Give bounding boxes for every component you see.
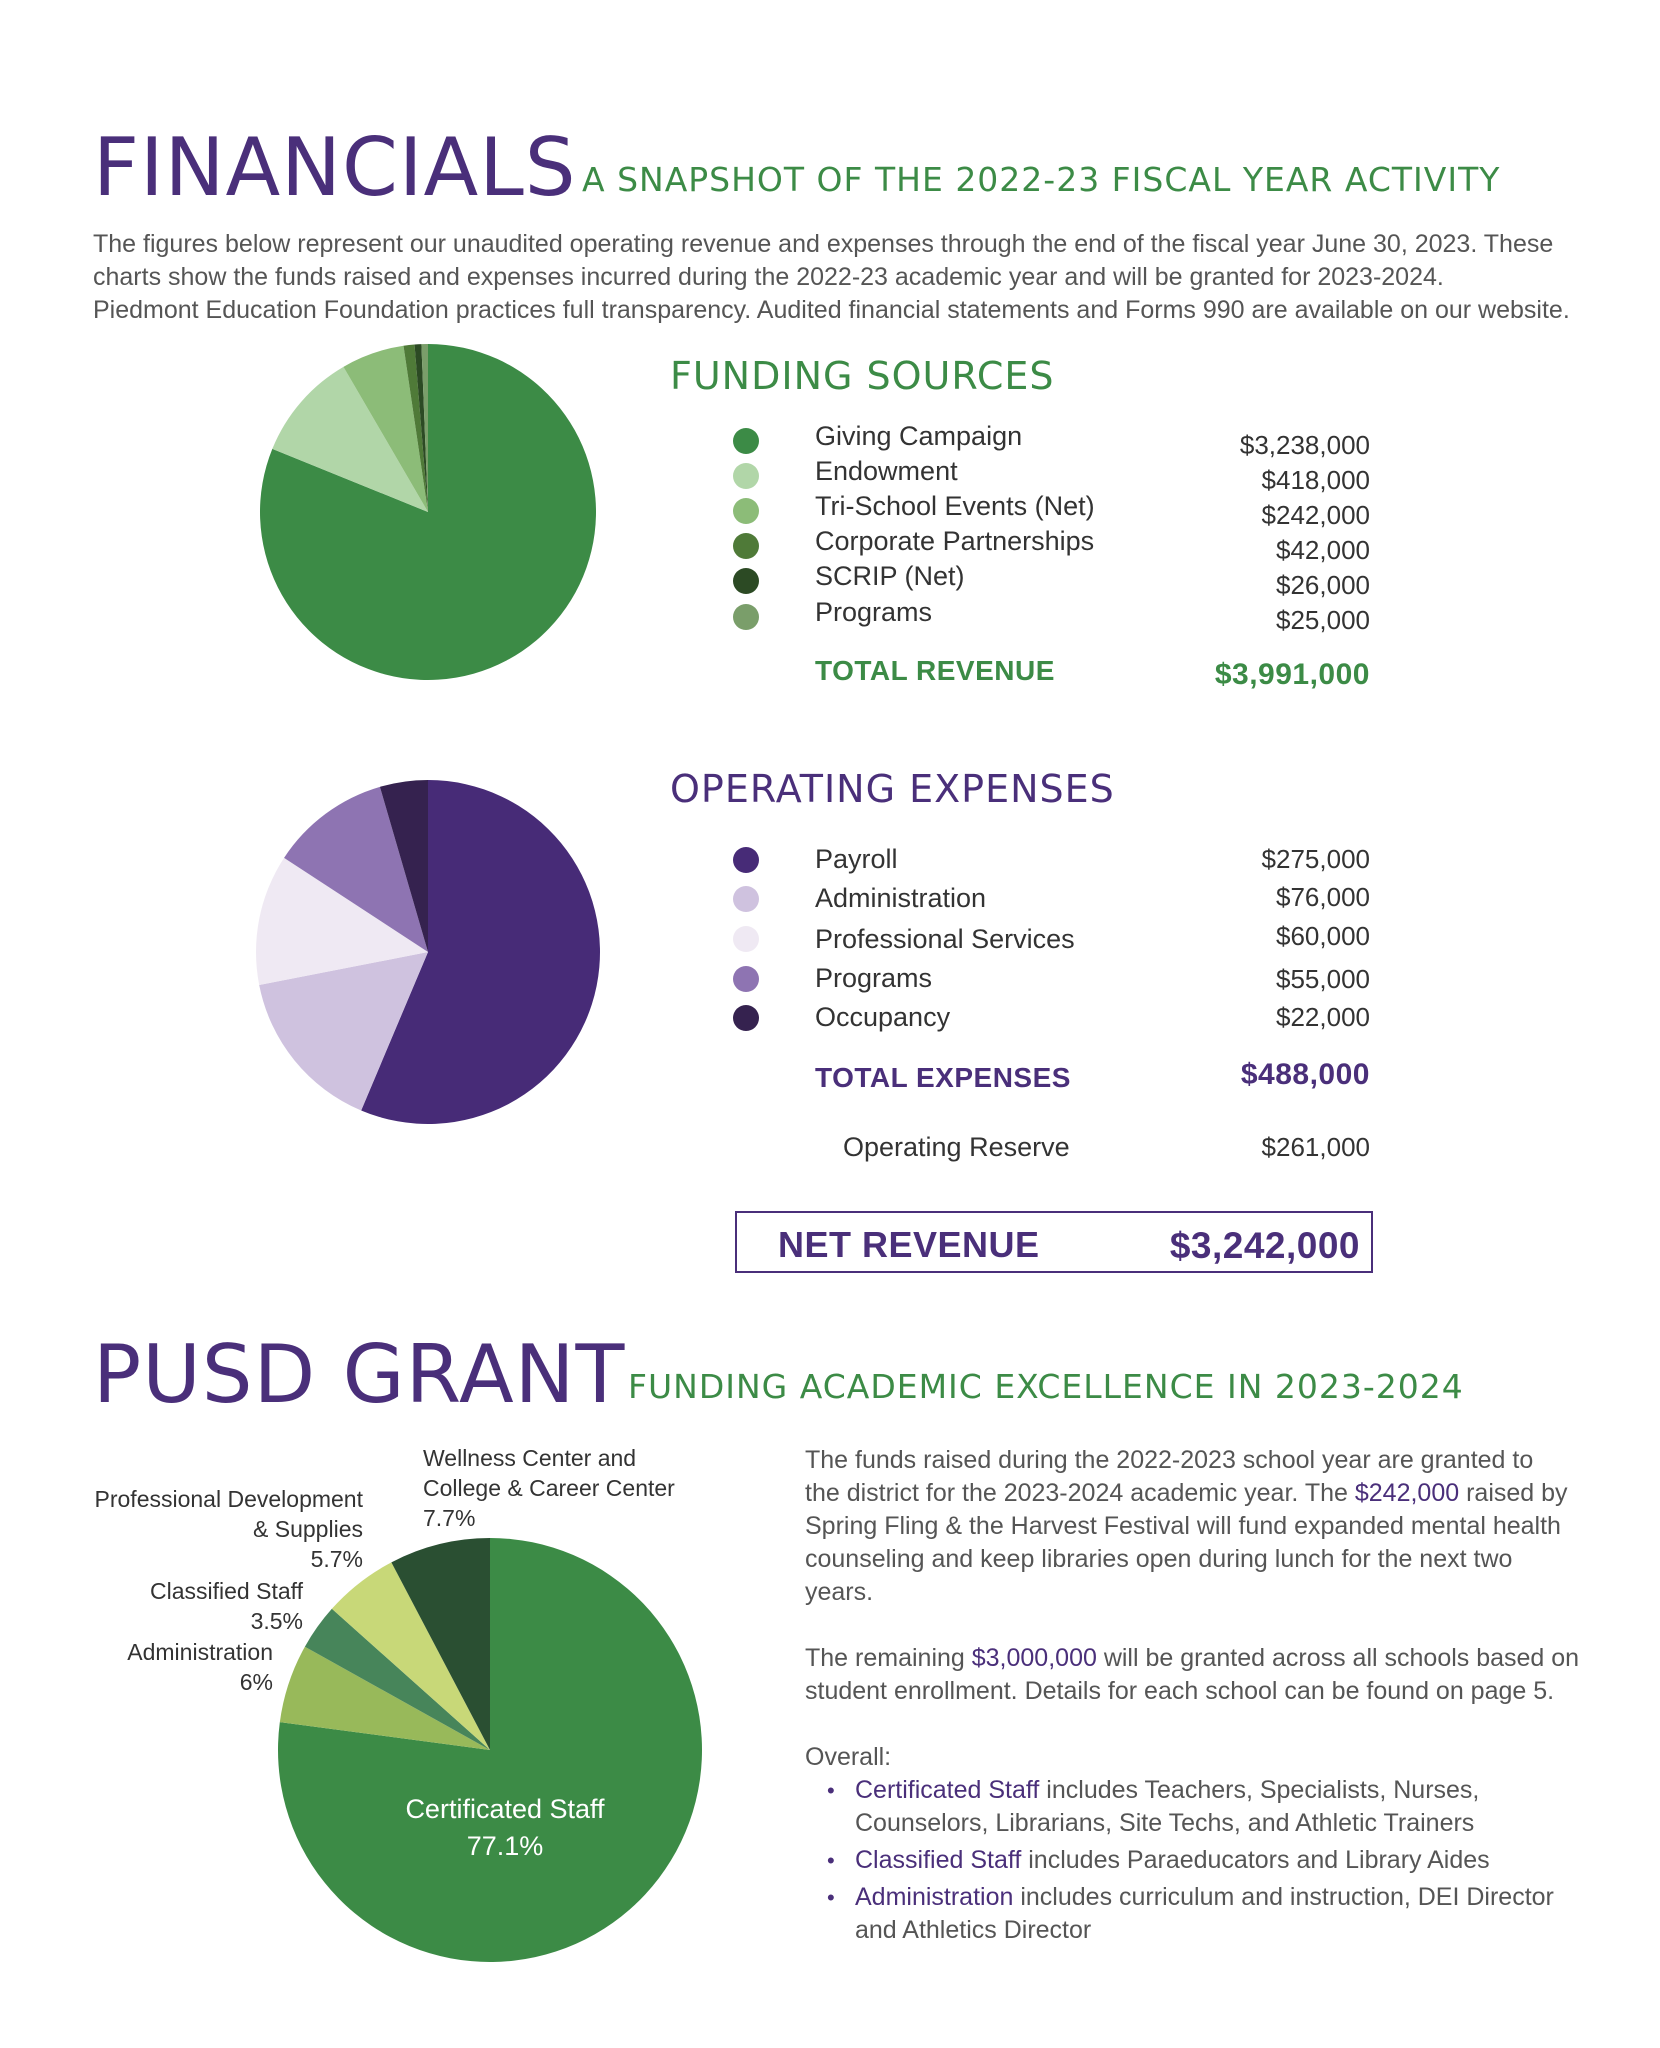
bullet-text: includes curriculum and instruction, DEI Director — [1013, 1883, 1554, 1911]
legend-swatch-events — [733, 498, 759, 524]
para-line — [805, 1642, 1579, 1675]
legend-label-administration: Administration — [815, 883, 987, 913]
label-wellness-line2: College & Career Center — [423, 1475, 675, 1501]
label-wellness — [423, 1443, 675, 1533]
intro-line: Piedmont Education Foundation practices full transparency. Audited financial statements and Forms 990 are available on our website. — [93, 296, 1570, 324]
legend-label-giving: Giving Campaign — [815, 421, 1023, 451]
bullet-text: includes Paraeducators and Library Aides — [1021, 1846, 1490, 1874]
intro-line: The figures below represent our unaudited operating revenue and expenses through the end of the fiscal year June 30, 2023. These — [93, 230, 1554, 258]
grant-overall — [805, 1741, 891, 1774]
legend-swatch-occupancy — [733, 1005, 759, 1031]
label-cert-pct: 77.1% — [466, 1831, 544, 1861]
para-text: will be granted across all schools based on — [1096, 1644, 1580, 1672]
label-wellness-pct: 7.7% — [423, 1505, 476, 1531]
legend-amount-endowment: $418,000 — [1261, 465, 1370, 495]
legend-swatch-corporate — [733, 533, 759, 559]
page-subtitle: A SNAPSHOT OF THE 2022-23 FISCAL YEAR ACTIVITY — [582, 160, 1501, 199]
operating-reserve-label: Operating Reserve — [843, 1132, 1070, 1162]
legend-label-scrip: SCRIP (Net) — [815, 561, 965, 591]
highlight-amount: $3,000,000 — [971, 1644, 1097, 1672]
bullet-item — [805, 1881, 1565, 1947]
grant-paragraph-2 — [805, 1642, 1579, 1708]
legend-swatch-scrip — [733, 568, 759, 594]
grant-subtitle: FUNDING ACADEMIC EXCELLENCE IN 2023-2024 — [628, 1367, 1464, 1406]
bullet-term: Classified Staff — [855, 1846, 1022, 1874]
legend-amount-giving: $3,238,000 — [1239, 430, 1370, 460]
bullet-dot: • — [827, 1885, 835, 1910]
legend-label-programs-exp: Programs — [815, 963, 933, 993]
funding-pie-chart — [240, 330, 620, 710]
label-admin-pct: 6% — [239, 1669, 273, 1695]
label-classified-line1: Classified Staff — [150, 1578, 303, 1604]
legend-amount-corporate: $42,000 — [1276, 535, 1370, 565]
label-cert — [370, 1791, 640, 1865]
label-classified-pct: 3.5% — [250, 1608, 303, 1634]
legend-amount-occupancy: $22,000 — [1276, 1002, 1370, 1032]
legend-swatch-endowment — [733, 463, 759, 489]
grant-title: PUSD GRANT — [93, 1328, 626, 1421]
bullet-item — [805, 1774, 1565, 1840]
bullet-text-cont: and Athletics Director — [855, 1916, 1092, 1944]
legend-amount-administration: $76,000 — [1276, 882, 1370, 912]
legend-label-endowment: Endowment — [815, 456, 958, 486]
legend-label-corporate: Corporate Partnerships — [815, 526, 1095, 556]
grant-pie-chart — [275, 1535, 705, 1965]
highlight-amount: $242,000 — [1354, 1479, 1460, 1507]
legend-label-occupancy: Occupancy — [815, 1002, 951, 1032]
legend-swatch-professional-services — [733, 926, 759, 952]
bullet-text: includes Teachers, Specialists, Nurses, — [1039, 1776, 1480, 1804]
legend-amount-programs-exp: $55,000 — [1276, 964, 1370, 994]
legend-swatch-payroll — [733, 847, 759, 873]
para-line: years. — [805, 1578, 874, 1606]
bullet-text-cont: Counselors, Librarians, Site Techs, and Athletic Trainers — [855, 1809, 1475, 1837]
para-line — [805, 1477, 1568, 1510]
para-text: the district for the 2023-2024 academic year. The — [805, 1479, 1355, 1507]
bullet-item — [805, 1844, 1565, 1877]
total-expenses-label: TOTAL EXPENSES — [815, 1062, 1071, 1093]
grant-bullets — [805, 1774, 1565, 1947]
para-line: student enrollment. Details for each school can be found on page 5. — [805, 1677, 1555, 1705]
bullet-dot: • — [827, 1778, 835, 1803]
para-text: raised by — [1459, 1479, 1568, 1507]
legend-swatch-giving — [733, 428, 759, 454]
grant-paragraph-1 — [805, 1444, 1568, 1609]
legend-swatch-programs-exp — [733, 966, 759, 992]
net-revenue-amount: $3,242,000 — [1169, 1225, 1360, 1266]
total-expenses-amount: $488,000 — [1240, 1058, 1370, 1091]
net-revenue-label: NET REVENUE — [778, 1224, 1040, 1265]
para-text: The remaining — [805, 1644, 972, 1672]
label-cert-line1: Certificated Staff — [405, 1794, 605, 1824]
legend-amount-professional-services: $60,000 — [1276, 921, 1370, 951]
bullet-term: Certificated Staff — [855, 1776, 1040, 1804]
legend-swatch-administration — [733, 886, 759, 912]
label-wellness-line1: Wellness Center and — [423, 1445, 637, 1471]
label-profdev-line2: & Supplies — [253, 1516, 363, 1542]
total-revenue-label: TOTAL REVENUE — [815, 655, 1055, 686]
para-line: The funds raised during the 2022-2023 school year are granted to — [805, 1446, 1534, 1474]
intro-line: charts show the funds raised and expenses incurred during the 2022-23 academic year and will be granted for 2023-2024. — [93, 263, 1444, 291]
legend-label-professional-services: Professional Services — [815, 924, 1075, 954]
label-classified — [103, 1576, 303, 1636]
label-admin-line1: Administration — [127, 1639, 273, 1665]
label-profdev — [93, 1484, 363, 1574]
page-title: FINANCIALS — [93, 121, 577, 214]
legend-amount-events: $242,000 — [1261, 500, 1370, 530]
total-revenue-amount: $3,991,000 — [1214, 658, 1370, 691]
overall-label: Overall: — [805, 1743, 892, 1771]
legend-swatch-programs — [733, 604, 759, 630]
intro-text — [93, 228, 1593, 327]
para-line: Spring Fling & the Harvest Festival will fund expanded mental health — [805, 1512, 1561, 1540]
para-line: counseling and keep libraries open during lunch for the next two — [805, 1545, 1513, 1573]
expenses-title: OPERATING EXPENSES — [670, 767, 1115, 811]
legend-label-programs: Programs — [815, 597, 933, 627]
legend-label-payroll: Payroll — [815, 844, 898, 874]
bullet-dot: • — [827, 1848, 835, 1873]
bullet-term: Administration — [855, 1883, 1014, 1911]
expenses-pie-chart — [240, 770, 620, 1150]
label-admin — [73, 1637, 273, 1697]
legend-amount-payroll: $275,000 — [1261, 844, 1370, 874]
operating-reserve-amount: $261,000 — [1261, 1132, 1370, 1162]
label-profdev-pct: 5.7% — [310, 1546, 363, 1572]
legend-label-events: Tri-School Events (Net) — [815, 491, 1095, 521]
funding-title: FUNDING SOURCES — [670, 354, 1055, 398]
legend-amount-programs: $25,000 — [1276, 605, 1370, 635]
legend-amount-scrip: $26,000 — [1276, 570, 1370, 600]
label-profdev-line1: Professional Development — [94, 1486, 363, 1512]
